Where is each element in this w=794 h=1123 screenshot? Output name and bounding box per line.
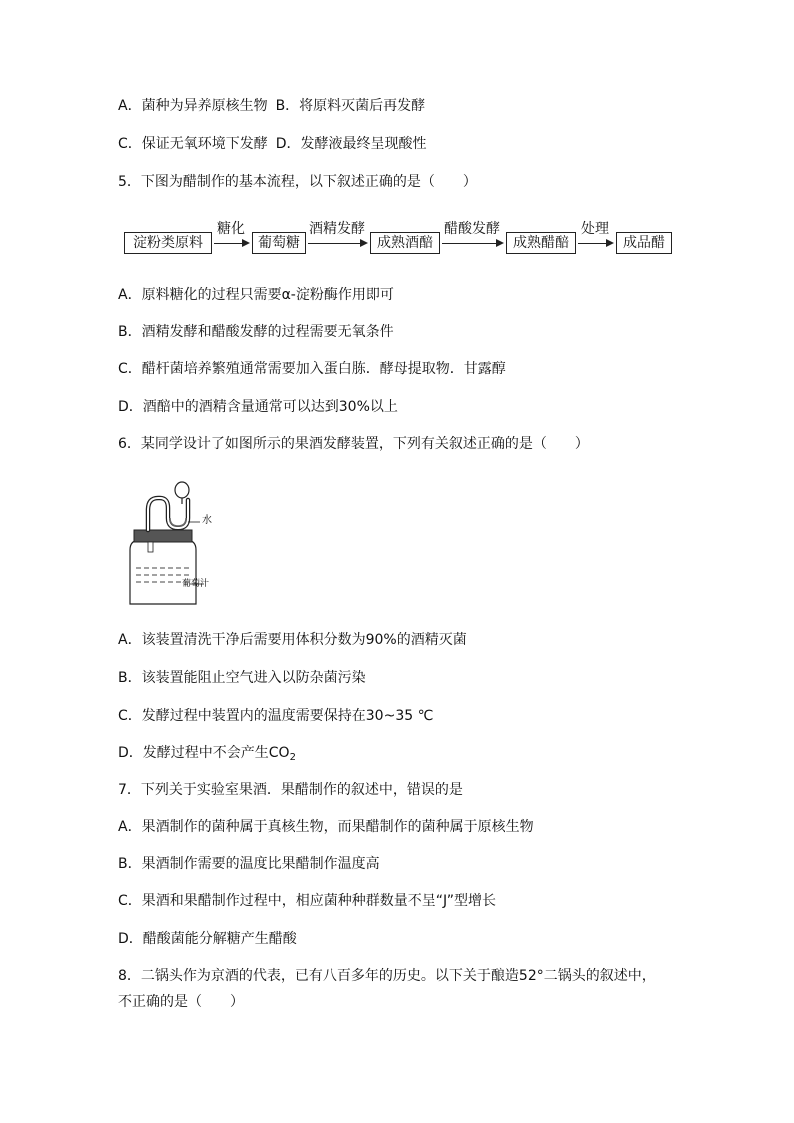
q5-option-c: C．醋杆菌培养繁殖通常需要加入蛋白胨．酵母提取物．甘露醇 [118,361,506,377]
fermentation-apparatus-figure [122,478,232,608]
q4-option-a: A．菌种为异养原核生物 [118,98,268,114]
q6-option-d [118,743,296,768]
q7-stem: 7．下列关于实验室果酒．果醋制作的叙述中，错误的是 [118,782,463,798]
q7-option-c: C．果酒和果醋制作过程中，相应菌种种群数量不呈“J”型增长 [118,893,496,909]
q6-stem: 6．某同学设计了如图所示的果酒发酵装置，下列有关叙述正确的是（ ） [118,436,589,452]
flow-box-mature-vinegar-mash: 成熟醋醅 [506,232,576,254]
vinegar-flow-diagram [124,222,672,258]
q4-options-row-2 [118,134,427,154]
q6-option-d-subscript: 2 [289,752,296,763]
flow-box-finished-vinegar: 成品醋 [616,232,672,254]
q6-option-d-text: D．发酵过程中不会产生CO [118,745,290,761]
q6-option-a: A．该装置清洗干净后需要用体积分数为90%的酒精灭菌 [118,632,467,648]
q7-option-d: D．醋酸菌能分解糖产生醋酸 [118,931,297,947]
q5-option-a: A．原料糖化的过程只需要α-淀粉酶作用即可 [118,287,394,303]
flow-arrow-saccharification [212,222,250,252]
q5-stem: 5．下图为醋制作的基本流程，以下叙述正确的是（ ） [118,174,477,190]
flow-arrow-label: 醋酸发酵 [444,221,500,237]
figure-label-water: 水 [202,515,212,526]
q7-option-a: A．果酒制作的菌种属于真核生物，而果醋制作的菌种属于原核生物 [118,819,534,835]
flow-arrow-label: 处理 [581,221,609,237]
flow-arrow-processing [576,222,614,252]
flow-box-mature-wine-mash: 成熟酒醅 [370,232,440,254]
q5-option-b: B．酒精发酵和醋酸发酵的过程需要无氧条件 [118,324,394,340]
flow-box-raw-material: 淀粉类原料 [124,232,212,254]
arrow-head-icon [242,239,250,247]
fermentation-bottle-icon [122,478,232,608]
q5-option-d: D．酒醅中的酒精含量通常可以达到30%以上 [118,399,398,415]
q6-option-c: C．发酵过程中装置内的温度需要保持在30~35 ℃ [118,708,434,724]
arrow-head-icon [496,239,504,247]
arrow-head-icon [360,239,368,247]
flow-arrow-alcohol-fermentation [306,222,368,252]
q8-stem-line-1: 8．二锅头作为京酒的代表，已有八百多年的历史。以下关于酿造52°二锅头的叙述中， [118,968,656,984]
flow-box-glucose: 葡萄糖 [252,232,306,254]
q6-option-b: B．该装置能阻止空气进入以防杂菌污染 [118,670,366,686]
q7-option-b: B．果酒制作需要的温度比果醋制作温度高 [118,856,380,872]
q4-option-c: C．保证无氧环境下发酵 [118,136,268,152]
flow-arrow-label: 糖化 [217,221,245,237]
q8-stem-line-2: 不正确的是（ ） [118,994,244,1010]
figure-label-grape-juice: 葡萄汁 [182,579,210,589]
q4-option-d: D．发酵液最终呈现酸性 [275,136,427,152]
arrow-head-icon [606,239,614,247]
q4-options-row-1 [118,96,425,116]
flow-arrow-label: 酒精发酵 [309,221,365,237]
q4-option-b: B．将原料灭菌后再发酵 [275,98,426,114]
flow-arrow-acetic-fermentation [440,222,504,252]
